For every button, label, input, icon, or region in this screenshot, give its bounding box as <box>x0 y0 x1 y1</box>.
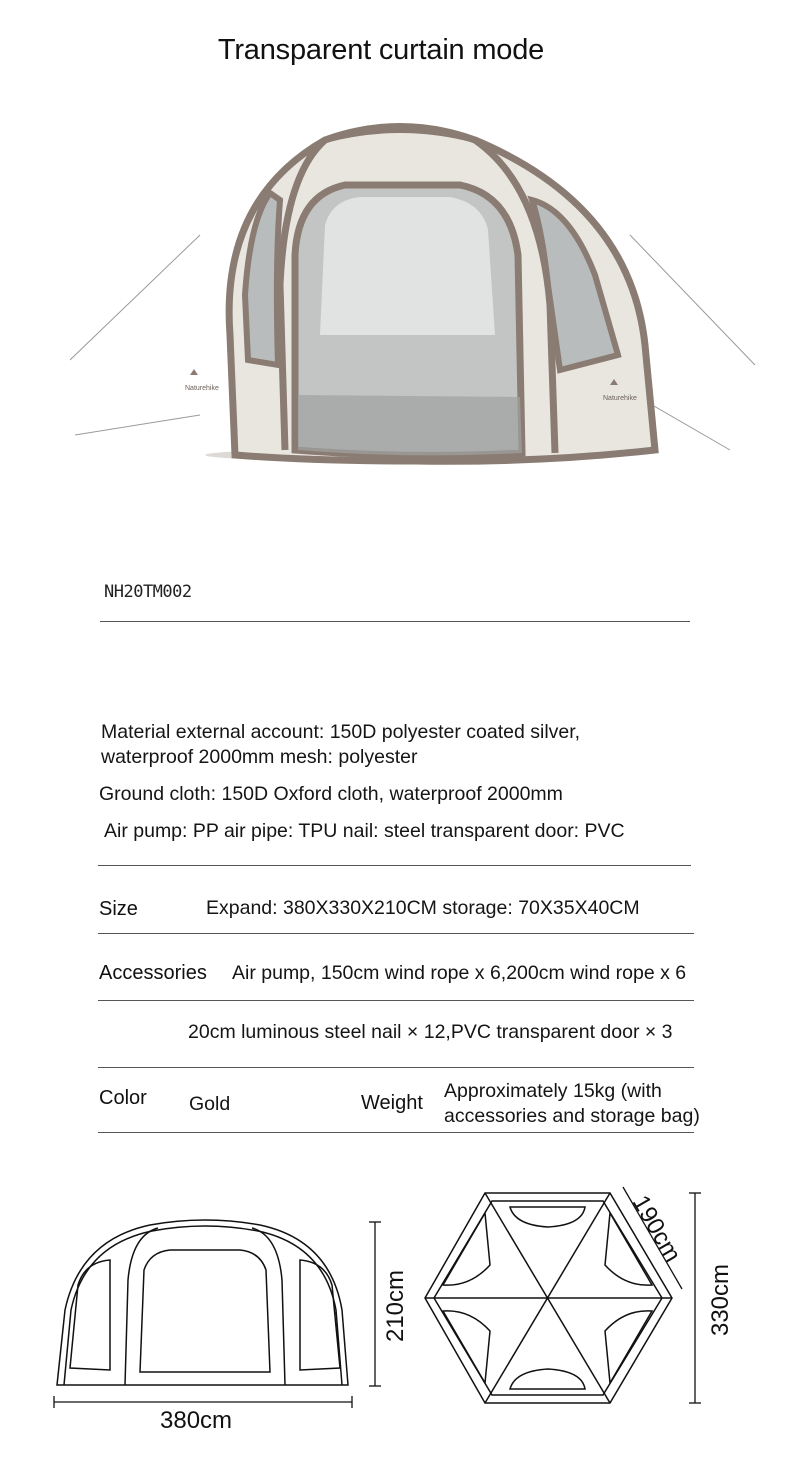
width-dimension-label: 380cm <box>160 1407 233 1434</box>
material-line-1: Material external account: 150D polyester coated silver, <box>101 721 581 743</box>
material-line-3: Ground cloth: 150D Oxford cloth, waterproof 2000mm <box>99 783 563 805</box>
divider <box>100 621 690 622</box>
panel-window <box>510 1207 585 1227</box>
color-value: Gold <box>189 1093 231 1115</box>
divider <box>98 865 691 866</box>
guy-rope <box>75 415 200 435</box>
model-number: NH20TM002 <box>104 582 192 602</box>
accessories-label: Accessories <box>99 962 207 984</box>
weight-label: Weight <box>361 1092 423 1114</box>
page-title: Transparent curtain mode <box>217 34 545 66</box>
tent-window-outline <box>300 1260 340 1370</box>
divider <box>98 1067 694 1068</box>
tent-window-outline <box>70 1260 110 1370</box>
svg-text:Naturehike: Naturehike <box>603 395 637 402</box>
side-dimension-label: 190cm <box>626 1190 687 1267</box>
divider <box>98 1000 694 1001</box>
tent-product-image <box>70 105 760 470</box>
guy-rope <box>630 235 755 365</box>
svg-text:Naturehike: Naturehike <box>185 385 219 392</box>
tent-illustration <box>70 105 760 465</box>
panel-window <box>443 1213 490 1285</box>
panel-window <box>443 1311 490 1383</box>
height-dimension-label: 210cm <box>382 1269 410 1343</box>
weight-value-line-2: accessories and storage bag) <box>444 1105 700 1127</box>
size-label: Size <box>99 898 138 920</box>
material-line-2: waterproof 2000mm mesh: polyester <box>101 746 418 768</box>
divider <box>98 933 694 934</box>
size-value: Expand: 380X330X210CM storage: 70X35X40CM <box>206 897 640 919</box>
door-upper-panel <box>320 197 495 335</box>
material-line-4: Air pump: PP air pipe: TPU nail: steel transparent door: PVC <box>104 820 625 842</box>
guy-rope <box>70 235 200 360</box>
tent-rib-line <box>125 1228 158 1385</box>
accessories-line-1: Air pump, 150cm wind rope x 6,200cm wind rope x 6 <box>232 962 687 984</box>
depth-dimension-label: 330cm <box>707 1263 735 1337</box>
color-label: Color <box>99 1087 147 1109</box>
door-floor <box>298 395 522 455</box>
panel-window <box>510 1369 585 1389</box>
weight-value-line-1: Approximately 15kg (with <box>444 1080 662 1102</box>
brand-logo <box>185 369 219 392</box>
tent-outline <box>57 1220 348 1385</box>
accessories-line-2: 20cm luminous steel nail × 12,PVC transparent door × 3 <box>188 1021 673 1043</box>
tent-door-outline <box>140 1250 270 1372</box>
tent-rib-line <box>252 1228 285 1385</box>
divider <box>98 1132 694 1133</box>
